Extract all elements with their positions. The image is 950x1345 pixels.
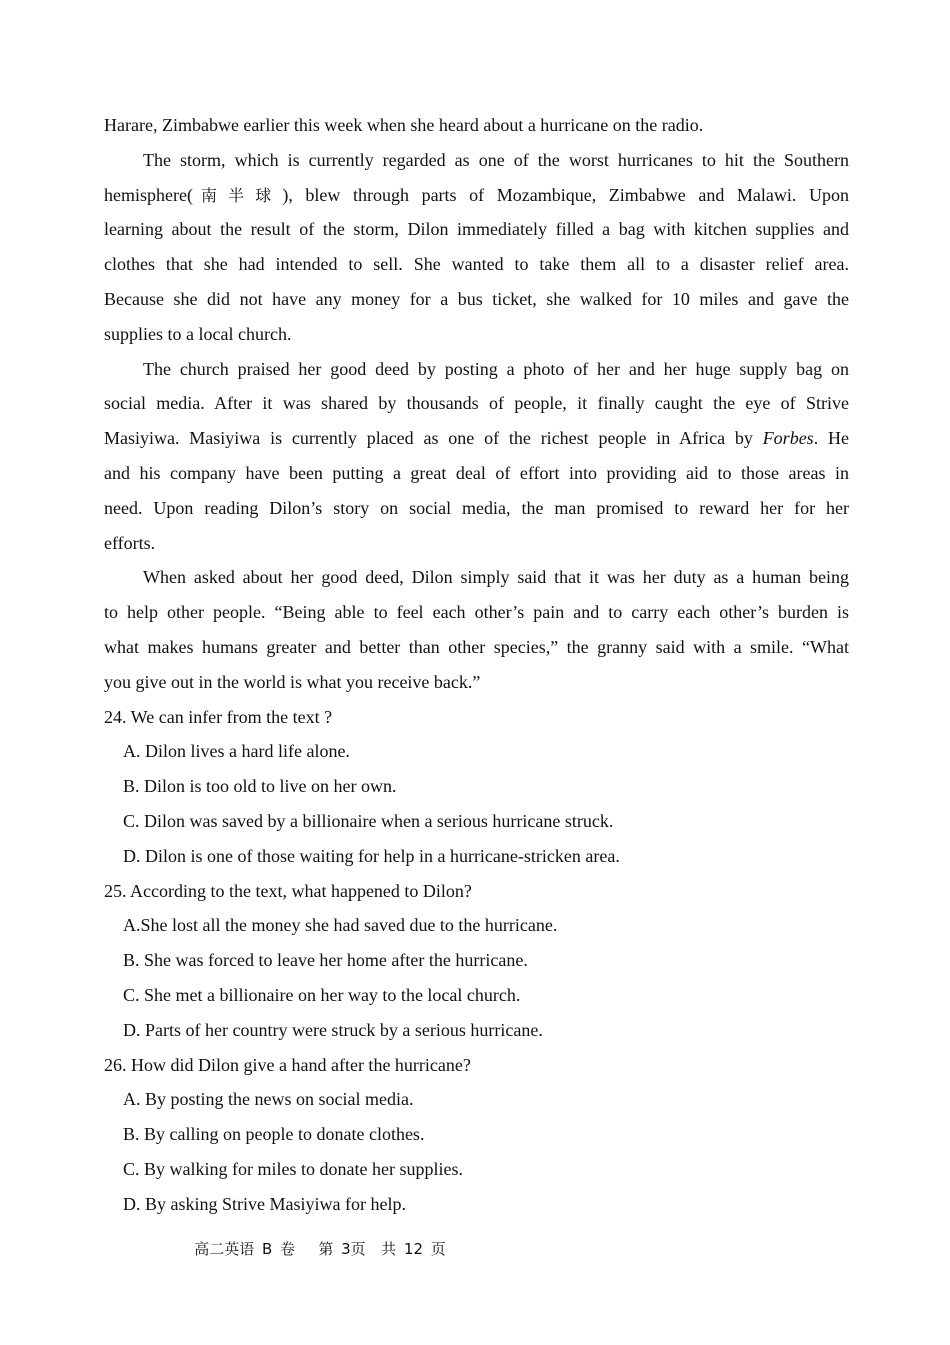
passage-line	[104, 178, 849, 213]
answer-option: A. Dilon lives a hard life alone.	[123, 741, 350, 762]
answer-option: D. Parts of her country were struck by a serious hurricane.	[123, 1019, 543, 1040]
passage-line: The church praised her good deed by posting a photo of her and her huge supply bag on	[143, 358, 849, 379]
answer-option: C. By walking for miles to donate her supplies.	[123, 1158, 463, 1179]
question-26	[104, 1048, 849, 1222]
question-stem: 25. According to the text, what happened to Dilon?	[104, 880, 472, 901]
passage-line: Because she did not have any money for a bus ticket, she walked for 10 miles and gave the	[104, 288, 849, 309]
passage-text: . He	[813, 428, 849, 449]
passage-line: what makes humans greater and better than other species,” the granny said with a smile. “What	[104, 636, 849, 657]
passage-line: social media. After it was shared by thousands of people, it finally caught the eye of Strive	[104, 393, 849, 414]
answer-option: A.She lost all the money she had saved due to the hurricane.	[123, 915, 558, 936]
chinese-gloss: 南半球	[192, 185, 283, 205]
question-25	[104, 874, 849, 1048]
question-24	[104, 700, 849, 874]
passage-line: and his company have been putting a great deal of effort into providing aid to those areas in	[104, 462, 849, 483]
answer-option: B. By calling on people to donate clothes.	[123, 1124, 425, 1145]
passage-text: Masiyiwa. Masiyiwa is currently placed as one of the richest people in Africa by	[104, 428, 753, 449]
page-footer: 高二英语 B 卷 第 3页 共 12 页	[194, 1240, 446, 1258]
passage-line: clothes that she had intended to sell. She wanted to take them all to a disaster relief area.	[104, 254, 849, 275]
answer-option: C. Dilon was saved by a billionaire when a serious hurricane struck.	[123, 810, 614, 831]
passage-text: hemisphere(	[104, 184, 193, 205]
reading-passage	[104, 108, 849, 1222]
question-stem: 26. How did Dilon give a hand after the hurricane?	[104, 1054, 471, 1075]
passage-line: supplies to a local church.	[104, 323, 292, 344]
passage-text: ), blew through parts of Mozambique, Zimbabwe and Malawi. Upon	[282, 184, 849, 205]
answer-option: D. By asking Strive Masiyiwa for help.	[123, 1193, 406, 1214]
passage-line	[104, 421, 849, 456]
passage-line: need. Upon reading Dilon’s story on social media, the man promised to reward her for her	[104, 497, 849, 518]
answer-option: B. She was forced to leave her home after the hurricane.	[123, 950, 528, 971]
passage-line: The storm, which is currently regarded as one of the worst hurricanes to hit the Southern	[143, 149, 849, 170]
passage-line: to help other people. “Being able to feel each other’s pain and to carry each other’s burden is	[104, 602, 849, 623]
answer-option: B. Dilon is too old to live on her own.	[123, 776, 397, 797]
passage-line: efforts.	[104, 532, 156, 553]
answer-option: D. Dilon is one of those waiting for help in a hurricane-stricken area.	[123, 845, 620, 866]
answer-option: A. By posting the news on social media.	[123, 1089, 414, 1110]
passage-line: When asked about her good deed, Dilon simply said that it was her duty as a human being	[143, 567, 849, 588]
passage-line: learning about the result of the storm, Dilon immediately filled a bag with kitchen supplies and	[104, 219, 849, 240]
passage-line: Harare, Zimbabwe earlier this week when she heard about a hurricane on the radio.	[104, 115, 704, 135]
passage-line: you give out in the world is what you receive back.”	[104, 671, 481, 692]
publication-name: Forbes	[762, 428, 814, 449]
question-stem: 24. We can infer from the text ?	[104, 706, 333, 727]
answer-option: C. She met a billionaire on her way to the local church.	[123, 984, 521, 1005]
